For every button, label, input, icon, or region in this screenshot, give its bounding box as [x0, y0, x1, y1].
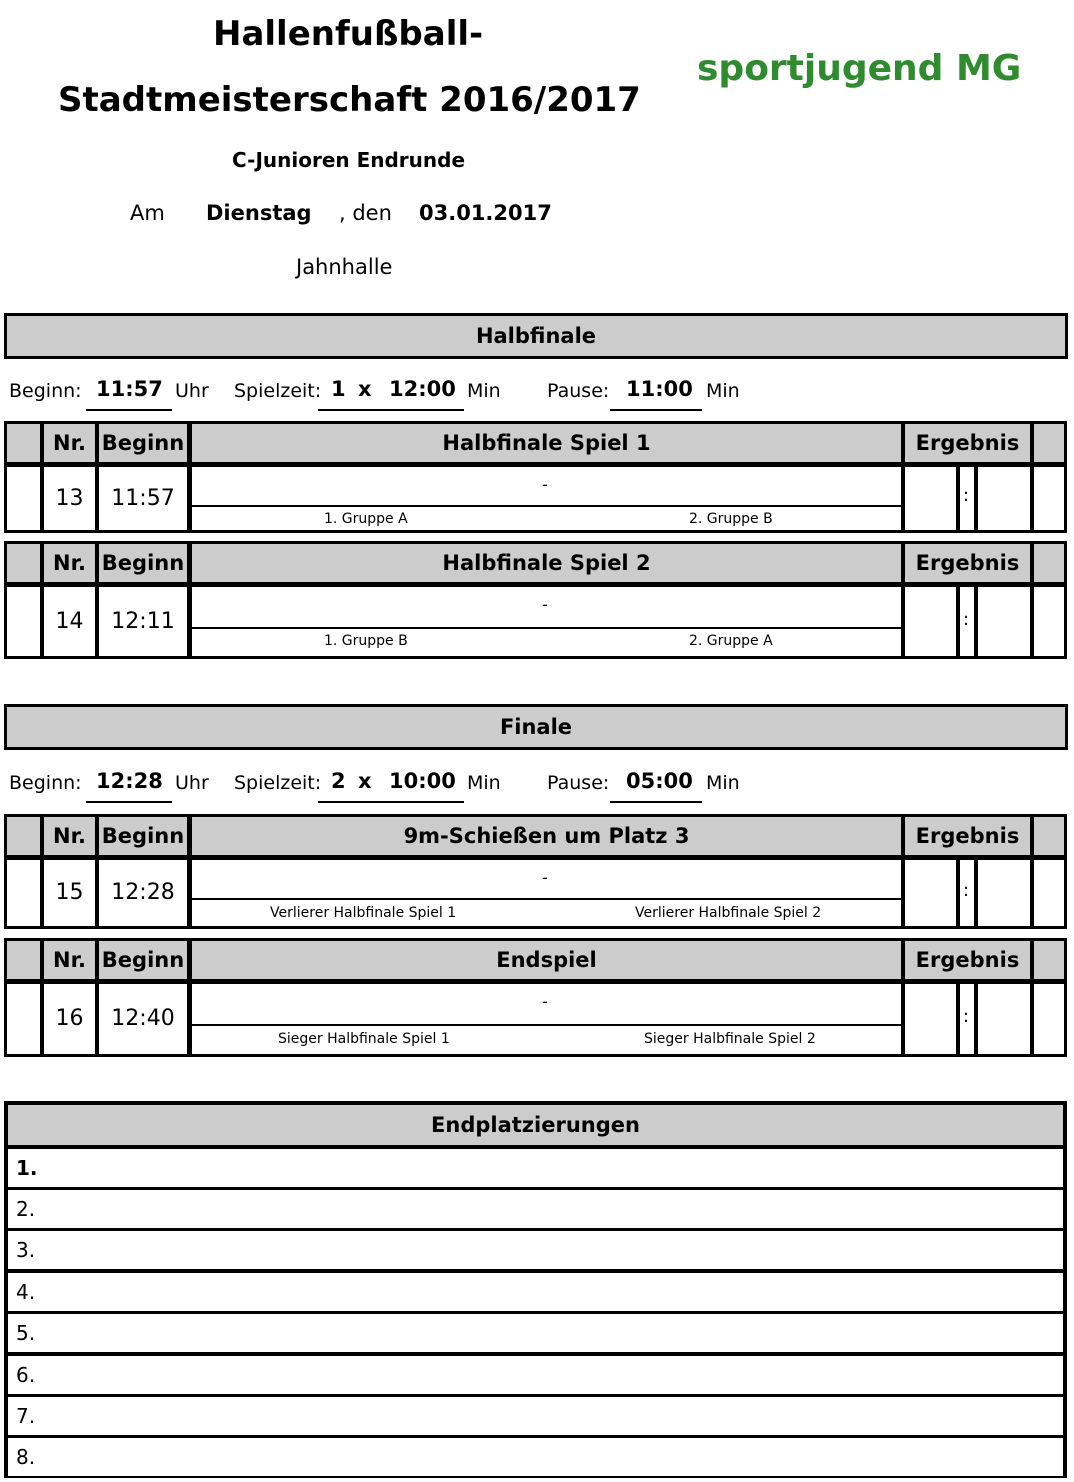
- finale-params: [0, 764, 1074, 804]
- x-sep: x: [358, 377, 372, 401]
- pause-label: Pause:: [547, 380, 610, 402]
- header-nr: Nr.: [44, 544, 95, 582]
- uhr-label: Uhr: [175, 380, 209, 402]
- score-a-field[interactable]: [905, 467, 956, 530]
- match-time: 12:28: [99, 860, 187, 926]
- team-a: Sieger Halbfinale Spiel 1: [278, 1031, 450, 1047]
- match-title: 9m-Schießen um Platz 3: [192, 817, 901, 855]
- team-a: 1. Gruppe A: [324, 511, 408, 527]
- row-end: [1034, 587, 1064, 656]
- score-b-field[interactable]: [978, 587, 1030, 656]
- row-blank: [7, 860, 40, 926]
- match-nr: 16: [44, 984, 95, 1054]
- placement-row-6[interactable]: 6.: [8, 1356, 1063, 1394]
- subtitle: C-Junioren Endrunde: [232, 148, 466, 172]
- match-time: 12:40: [99, 984, 187, 1054]
- beginn-underline: [86, 409, 172, 411]
- team-line: [192, 898, 901, 900]
- team-separator: -: [542, 475, 548, 494]
- teams-cell: [192, 984, 901, 1054]
- pause-underline: [610, 409, 702, 411]
- score-colon-cell: [960, 860, 974, 926]
- match-time: 12:11: [99, 587, 187, 656]
- den-label: , den: [339, 201, 392, 225]
- beginn-value: 12:28: [96, 769, 163, 793]
- header-end: [1034, 424, 1064, 462]
- team-b: 2. Gruppe B: [689, 511, 773, 527]
- team-separator: -: [542, 992, 548, 1011]
- sportjugend-logo: [697, 42, 1037, 94]
- row-blank: [7, 587, 40, 656]
- score-b-field[interactable]: [978, 984, 1030, 1054]
- placements-header: Endplatzierungen: [8, 1105, 1063, 1145]
- team-a: 1. Gruppe B: [324, 633, 408, 649]
- team-separator: -: [542, 595, 548, 614]
- teams-cell: [192, 587, 901, 656]
- team-separator: -: [542, 868, 548, 887]
- duration-value: 10:00: [389, 769, 456, 793]
- header-ergebnis: Ergebnis: [905, 544, 1030, 582]
- header-blank: [7, 817, 40, 855]
- header-nr: Nr.: [44, 941, 95, 979]
- header-nr: Nr.: [44, 424, 95, 462]
- header-blank: [7, 544, 40, 582]
- halbfinale-params: [0, 372, 1074, 412]
- am-label: Am: [130, 201, 165, 225]
- score-a-field[interactable]: [905, 587, 956, 656]
- team-b: 2. Gruppe A: [689, 633, 773, 649]
- team-line: [192, 505, 901, 507]
- team-b: Verlierer Halbfinale Spiel 2: [635, 905, 822, 921]
- match-title: Halbfinale Spiel 2: [192, 544, 901, 582]
- team-b: Sieger Halbfinale Spiel 2: [644, 1031, 816, 1047]
- teams-cell: [192, 860, 901, 926]
- score-a-field[interactable]: [905, 860, 956, 926]
- section-halbfinale: Halbfinale: [4, 313, 1068, 359]
- header-ergebnis: Ergebnis: [905, 817, 1030, 855]
- spielzeit-underline: [318, 801, 464, 803]
- beginn-label: Beginn:: [9, 380, 82, 402]
- pause-label: Pause:: [547, 772, 610, 794]
- match-nr: 14: [44, 587, 95, 656]
- score-colon: :: [963, 880, 970, 901]
- row-blank: [7, 984, 40, 1054]
- min-label-2: Min: [706, 772, 740, 794]
- spielzeit-label: Spielzeit:: [234, 380, 322, 402]
- match-nr: 13: [44, 467, 95, 530]
- match-15: [4, 814, 1067, 929]
- header-beginn: Beginn: [99, 941, 187, 979]
- score-a-field[interactable]: [905, 984, 956, 1054]
- min-label: Min: [467, 380, 501, 402]
- beginn-label: Beginn:: [9, 772, 82, 794]
- min-label: Min: [467, 772, 501, 794]
- header-nr: Nr.: [44, 817, 95, 855]
- placement-row-1[interactable]: 1.: [8, 1149, 1063, 1187]
- header-ergebnis: Ergebnis: [905, 941, 1030, 979]
- teams-cell: [192, 467, 901, 530]
- placements-table: [4, 1101, 1067, 1478]
- section-finale: Finale: [4, 704, 1068, 750]
- match-13: [4, 421, 1067, 533]
- team-line: [192, 627, 901, 629]
- beginn-underline: [86, 801, 172, 803]
- team-line: [192, 1024, 901, 1026]
- spielzeit-label: Spielzeit:: [234, 772, 322, 794]
- row-blank: [7, 467, 40, 530]
- uhr-label: Uhr: [175, 772, 209, 794]
- header-ergebnis: Ergebnis: [905, 424, 1030, 462]
- placement-row-8[interactable]: 8.: [8, 1438, 1063, 1476]
- halves-value: 2: [331, 769, 346, 793]
- score-b-field[interactable]: [978, 860, 1030, 926]
- title-line-2: Stadtmeisterschaft 2016/2017: [58, 80, 641, 120]
- header-beginn: Beginn: [99, 817, 187, 855]
- match-16: [4, 938, 1067, 1057]
- placement-row-3[interactable]: 3.: [8, 1231, 1063, 1269]
- header-blank: [7, 424, 40, 462]
- header-beginn: Beginn: [99, 424, 187, 462]
- row-end: [1034, 984, 1064, 1054]
- placement-row-4[interactable]: 4.: [8, 1273, 1063, 1311]
- pause-underline: [610, 801, 702, 803]
- match-time: 11:57: [99, 467, 187, 530]
- placement-row-2[interactable]: 2.: [8, 1190, 1063, 1228]
- pause-value: 05:00: [626, 769, 693, 793]
- match-nr: 15: [44, 860, 95, 926]
- team-a: Verlierer Halbfinale Spiel 1: [270, 905, 457, 921]
- score-b-field[interactable]: [978, 467, 1030, 530]
- header-end: [1034, 817, 1064, 855]
- header-end: [1034, 544, 1064, 582]
- score-colon: :: [963, 485, 970, 506]
- score-colon-cell: [960, 587, 974, 656]
- match-title: Endspiel: [192, 941, 901, 979]
- pause-value: 11:00: [626, 377, 693, 401]
- header-blank: [7, 941, 40, 979]
- placement-row-5[interactable]: 5.: [8, 1314, 1063, 1352]
- row-end: [1034, 860, 1064, 926]
- match-14: [4, 541, 1067, 659]
- spielzeit-underline: [318, 409, 464, 411]
- venue: Jahnhalle: [296, 255, 393, 279]
- match-title: Halbfinale Spiel 1: [192, 424, 901, 462]
- title-line-1: Hallenfußball-: [213, 14, 484, 54]
- beginn-value: 11:57: [96, 377, 163, 401]
- score-colon-cell: [960, 984, 974, 1054]
- halves-value: 1: [331, 377, 346, 401]
- x-sep: x: [358, 769, 372, 793]
- logo-text: sportjugend MG: [697, 48, 1022, 89]
- weekday: Dienstag: [206, 201, 312, 225]
- score-colon: :: [963, 1006, 970, 1027]
- duration-value: 12:00: [389, 377, 456, 401]
- header-beginn: Beginn: [99, 544, 187, 582]
- header-end: [1034, 941, 1064, 979]
- score-colon: :: [963, 609, 970, 630]
- row-end: [1034, 467, 1064, 530]
- date: 03.01.2017: [419, 201, 552, 225]
- score-colon-cell: [960, 467, 974, 530]
- min-label-2: Min: [706, 380, 740, 402]
- placement-row-7[interactable]: 7.: [8, 1397, 1063, 1435]
